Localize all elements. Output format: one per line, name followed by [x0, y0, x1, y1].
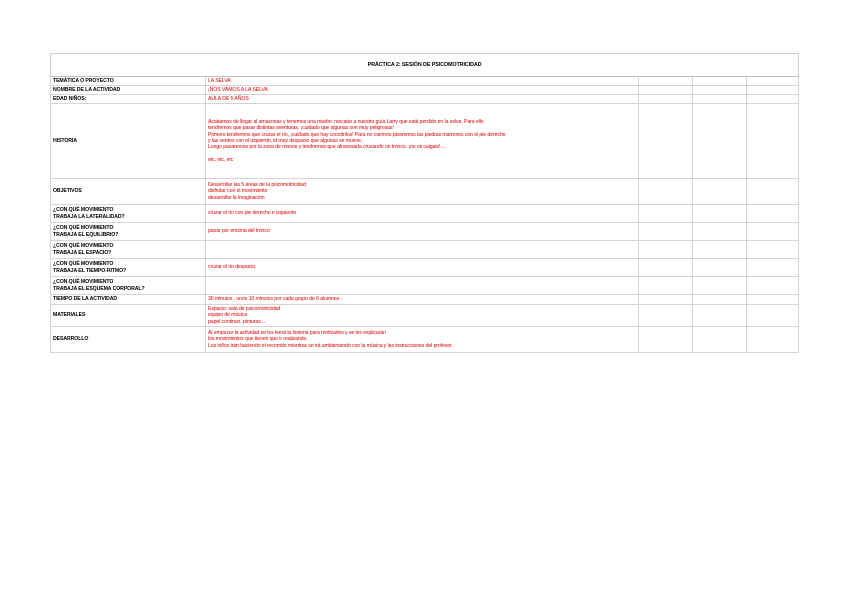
table-row — [51, 327, 799, 353]
empty-cell — [747, 77, 799, 86]
row-label-line: TRABAJA EL ESQUEMA CORPORAL? — [53, 285, 145, 292]
row-value-line: Al empezar la actividad se les leerá la historia para motivarles y se les explicarán — [208, 329, 386, 336]
row-value-line: Luego pasaremos por la zona de monos y tendremos que atravesarla cruzando un tronco, ¡no os caigais!.... — [208, 144, 446, 151]
table-row — [51, 295, 799, 305]
row-value — [206, 277, 639, 295]
empty-cell — [693, 259, 747, 277]
row-label-line: TRABAJA LA LATERALIDAD? — [53, 213, 125, 220]
empty-cell — [639, 277, 693, 295]
row-value-line: disfrutar con el movimiento — [208, 188, 268, 195]
row-value-line: Primero tendremos que cruzar el río, ¡cuidado que hay cocodrilos! Para no caernos pisaremos las piedras marrones con el pie derecho — [208, 131, 506, 138]
empty-cell — [747, 104, 799, 179]
row-value-line: AULA DE 5 AÑOS — [208, 95, 249, 102]
row-value-line: papel continuo, pinturas ... — [208, 318, 267, 325]
row-value-line: Acabamos de llegar al amazonas y tenemos una misión: rescatar a nuestro guía Larry que está perdido en la selva. Para ello — [208, 118, 484, 125]
row-label — [51, 223, 206, 241]
row-label — [51, 295, 206, 305]
row-label — [51, 179, 206, 205]
row-value-line: equipo de música — [208, 312, 248, 319]
sheet-title: PRÁCTICA 2: SESIÓN DE PSICOMOTRICIDAD — [51, 54, 799, 77]
empty-cell — [639, 77, 693, 86]
row-value — [206, 295, 639, 305]
empty-cell — [639, 104, 693, 179]
empty-cell — [693, 77, 747, 86]
empty-cell — [693, 327, 747, 353]
row-value-line: cruzar el rio con pie derecho e izquierdo — [208, 210, 297, 217]
row-label-line: OBJETIVOS — [53, 188, 82, 195]
row-label — [51, 241, 206, 259]
row-label-line: TRABAJA EL ESPACIO? — [53, 249, 112, 256]
empty-cell — [693, 305, 747, 327]
empty-cell — [747, 241, 799, 259]
empty-cell — [693, 223, 747, 241]
row-value — [206, 179, 639, 205]
empty-cell — [747, 179, 799, 205]
row-value-line: Los niños irán haciendo el recorrido mientras se irá ambientando con la música y las instrucciones del profesor. — [208, 342, 453, 349]
empty-cell — [747, 86, 799, 95]
row-value-line: ¡NOS VAMOS A LA SELVA — [208, 86, 268, 93]
row-value — [206, 86, 639, 95]
empty-cell — [639, 295, 693, 305]
row-label-line: ¿CON QUÉ MOVIMIENTO — [53, 225, 114, 232]
empty-cell — [639, 241, 693, 259]
empty-cell — [693, 179, 747, 205]
empty-cell — [747, 205, 799, 223]
row-label-line: TRABAJA EL TIEMPO-RITMO? — [53, 267, 127, 274]
empty-cell — [693, 205, 747, 223]
empty-cell — [693, 86, 747, 95]
row-label — [51, 305, 206, 327]
row-value-line — [208, 283, 636, 289]
row-label-line: MATERIALES — [53, 312, 86, 319]
row-value — [206, 205, 639, 223]
row-value-line: Desarrollar las 5 áreas de la psicomotricidad — [208, 181, 306, 188]
empty-cell — [693, 241, 747, 259]
row-label-line: ¿CON QUÉ MOVIMIENTO — [53, 261, 114, 268]
table-row — [51, 179, 799, 205]
empty-cell — [747, 305, 799, 327]
row-value — [206, 77, 639, 86]
title-row — [51, 54, 799, 77]
table-row — [51, 277, 799, 295]
activity-sheet-table — [50, 53, 799, 353]
row-value-line: 30 minutos , unos 10 minutos por cada grupo de 6 alumnos . — [208, 296, 342, 303]
row-label — [51, 86, 206, 95]
table-row — [51, 104, 799, 179]
row-value — [206, 95, 639, 104]
empty-cell — [747, 327, 799, 353]
row-label-line: TEMÁTICA O PROYECTO — [53, 77, 114, 84]
row-label — [51, 95, 206, 104]
row-value — [206, 223, 639, 241]
empty-cell — [747, 295, 799, 305]
table-row — [51, 205, 799, 223]
row-label-line: EDAD NIÑOS: — [53, 95, 87, 102]
row-value — [206, 305, 639, 327]
row-value-line: etc, etc, etc — [208, 156, 234, 163]
row-label — [51, 104, 206, 179]
row-value — [206, 104, 639, 179]
empty-cell — [639, 205, 693, 223]
row-label-line: ¿CON QUÉ MOVIMIENTO — [53, 279, 114, 286]
empty-cell — [639, 259, 693, 277]
row-label — [51, 277, 206, 295]
row-label — [51, 205, 206, 223]
table-row — [51, 305, 799, 327]
empty-cell — [747, 223, 799, 241]
empty-cell — [747, 259, 799, 277]
empty-cell — [693, 277, 747, 295]
row-value — [206, 259, 639, 277]
row-value-line: LA SELVA — [208, 77, 231, 84]
row-label — [51, 77, 206, 86]
row-value-line: desarrollar la imaginación — [208, 194, 265, 201]
table-row — [51, 86, 799, 95]
empty-cell — [693, 95, 747, 104]
empty-cell — [639, 179, 693, 205]
empty-cell — [639, 86, 693, 95]
row-label-line: NOMBRE DE LA ACTIVIDAD — [53, 86, 121, 93]
row-label — [51, 259, 206, 277]
row-value-line: pasar por encima del tronco — [208, 228, 270, 235]
empty-cell — [639, 305, 693, 327]
row-value — [206, 327, 639, 353]
empty-cell — [693, 104, 747, 179]
row-value-line: tendremos que pasar distintas aventuras, ¡cuidado que algunas son muy peligrosas! — [208, 125, 394, 132]
table-row — [51, 77, 799, 86]
row-label-line: ¿CON QUÉ MOVIMIENTO — [53, 243, 114, 250]
empty-cell — [747, 277, 799, 295]
empty-cell — [747, 95, 799, 104]
row-label-line: DESARROLLO — [53, 336, 89, 343]
row-value-line — [208, 247, 636, 253]
row-value-line: los movimientos que tienen que ir realizando. — [208, 336, 308, 343]
row-label-line: ¿CON QUÉ MOVIMIENTO — [53, 207, 114, 214]
row-value-line: cruzar el rio despacio, — [208, 264, 257, 271]
empty-cell — [639, 95, 693, 104]
row-value — [206, 241, 639, 259]
row-value-line: y las verdes con el izquierdo, id muy despacio que algunas se mueve. — [208, 138, 363, 144]
table-row — [51, 241, 799, 259]
row-label — [51, 327, 206, 353]
row-label-line: TIEMPO DE LA ACTIVIDAD — [53, 296, 117, 303]
table-row — [51, 95, 799, 104]
empty-cell — [639, 327, 693, 353]
table-row — [51, 223, 799, 241]
row-value-line: Espacio: sala de psicomotricidad — [208, 305, 281, 312]
table-row — [51, 259, 799, 277]
row-label-line: TRABAJA EL EQUILIBRIO? — [53, 231, 119, 238]
row-label-line: HISTORIA — [53, 137, 77, 144]
empty-cell — [693, 295, 747, 305]
empty-cell — [639, 223, 693, 241]
